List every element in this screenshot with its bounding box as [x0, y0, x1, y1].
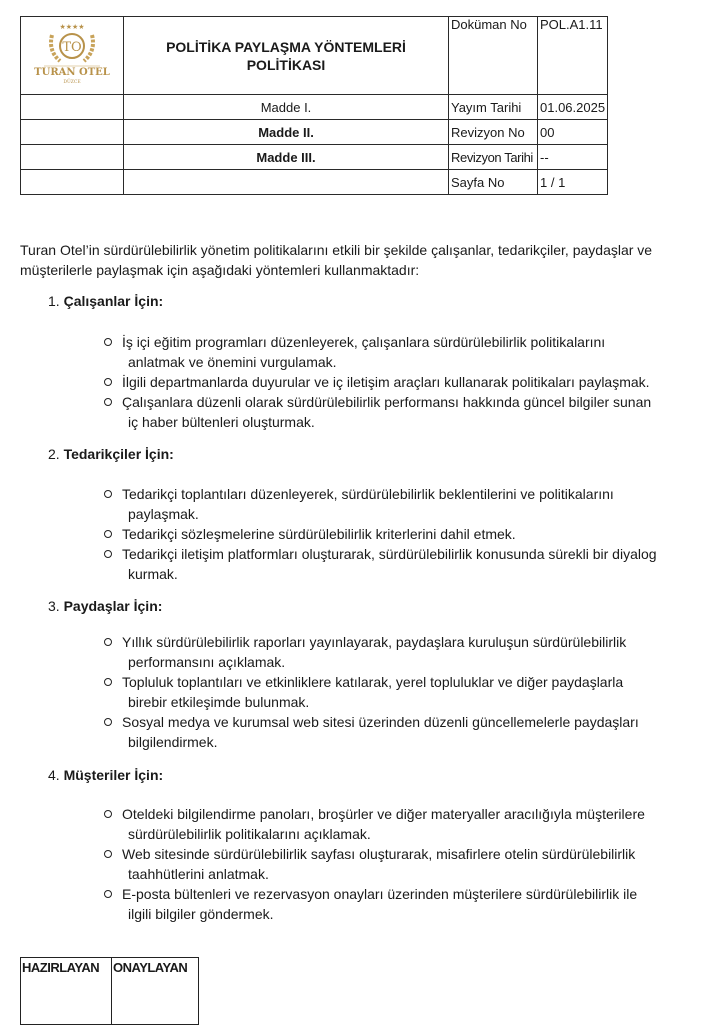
intro-paragraph: Turan Otel’in sürdürülebilirlik yönetim politikalarını etkili bir şekilde çalışanlar, tedarikçiler, paydaşlar ve müşterilerle paylaşmak için aşağıdaki yöntemleri kullanmaktadır:	[20, 242, 653, 278]
list-item: Tedarikçi toplantıları düzenleyerek, sürdürülebilirlik beklentilerini ve politikalarını paylaşmak.	[104, 484, 704, 524]
meta-label: Yayım Tarihi	[449, 95, 538, 120]
bullet-list	[104, 632, 704, 752]
madde-1: Madde I.	[124, 95, 449, 120]
madde-4	[124, 170, 449, 195]
list-item: E-posta bültenleri ve rezervasyon onayları üzerinden müşterilere sürdürülebilirlik ile ilgili bilgiler göndermek.	[104, 884, 704, 924]
list-item: İlgili departmanlarda duyurular ve iç iletişim araçları kullanarak politikaları paylaşmak.	[104, 372, 704, 392]
meta-label: Revizyon Tarihi	[449, 145, 538, 170]
list-item: Topluluk toplantıları ve etkinliklere katılarak, yerel topluluklar ve diğer paydaşlarla birebir etkileşimde bulunmak.	[104, 672, 704, 712]
section-heading: 4. Müşteriler İçin:	[48, 767, 164, 783]
section-heading: 3. Paydaşlar İçin:	[48, 598, 163, 614]
meta-value: --	[538, 145, 608, 170]
bullet-list	[104, 484, 704, 584]
svg-text:★★★★: ★★★★	[59, 23, 85, 31]
prepared-by-cell: HAZIRLAYAN	[21, 958, 112, 1025]
madde-3: Madde III.	[124, 145, 449, 170]
document-header-table	[20, 16, 608, 195]
list-item: Sosyal medya ve kurumsal web sitesi üzerinden düzenli güncellemelerle paydaşları bilgilendirmek.	[104, 712, 704, 752]
meta-value: 1 / 1	[538, 170, 608, 195]
list-item: Tedarikçi iletişim platformları oluşturarak, sürdürülebilirlik konusunda sürekli bir diyalog kurmak.	[104, 544, 704, 584]
meta-value: POL.A1.11	[538, 17, 608, 95]
list-item: Yıllık sürdürülebilirlik raporları yayınlayarak, paydaşlara kuruluşun sürdürülebilirlik performansını açıklamak.	[104, 632, 704, 672]
logo-cell	[21, 17, 124, 95]
section-heading: 2. Tedarikçiler İçin:	[48, 446, 174, 462]
meta-label: Sayfa No	[449, 170, 538, 195]
list-item: Web sitesinde sürdürülebilirlik sayfası oluşturarak, misafirlere otelin sürdürülebilirlik taahhütlerini anlatmak.	[104, 844, 704, 884]
section-heading: 1. Çalışanlar İçin:	[48, 293, 164, 309]
hotel-logo-icon	[26, 21, 118, 87]
list-item: İş içi eğitim programları düzenleyerek, çalışanlara sürdürülebilirlik politikalarını anlatmak ve önemini vurgulamak.	[104, 332, 704, 372]
meta-label: Revizyon No	[449, 120, 538, 145]
meta-value: 01.06.2025	[538, 95, 608, 120]
logo-brand: TURAN OTEL	[34, 67, 110, 78]
approved-by-cell: ONAYLAYAN	[112, 958, 199, 1025]
page-title: POLİTİKA PAYLAŞMA YÖNTEMLERİ POLİTİKASI	[124, 17, 449, 95]
list-item: Oteldeki bilgilendirme panoları, broşürler ve diğer materyaller aracılığıyla müşterilere sürdürülebilirlik politikalarını açıklamak.	[104, 804, 704, 844]
list-item: Tedarikçi sözleşmelerine sürdürülebilirlik kriterlerini dahil etmek.	[104, 524, 704, 544]
signature-table	[20, 957, 199, 1025]
meta-value: 00	[538, 120, 608, 145]
bullet-list	[104, 804, 704, 924]
madde-2: Madde II.	[124, 120, 449, 145]
svg-text:TO: TO	[62, 40, 82, 55]
meta-label: Doküman No	[449, 17, 538, 95]
bullet-list	[104, 332, 704, 432]
list-item: Çalışanlara düzenli olarak sürdürülebilirlik performansı hakkında güncel bilgiler sunan iç haber bültenleri oluşturmak.	[104, 392, 704, 432]
svg-text:DÜZCE: DÜZCE	[63, 80, 81, 85]
